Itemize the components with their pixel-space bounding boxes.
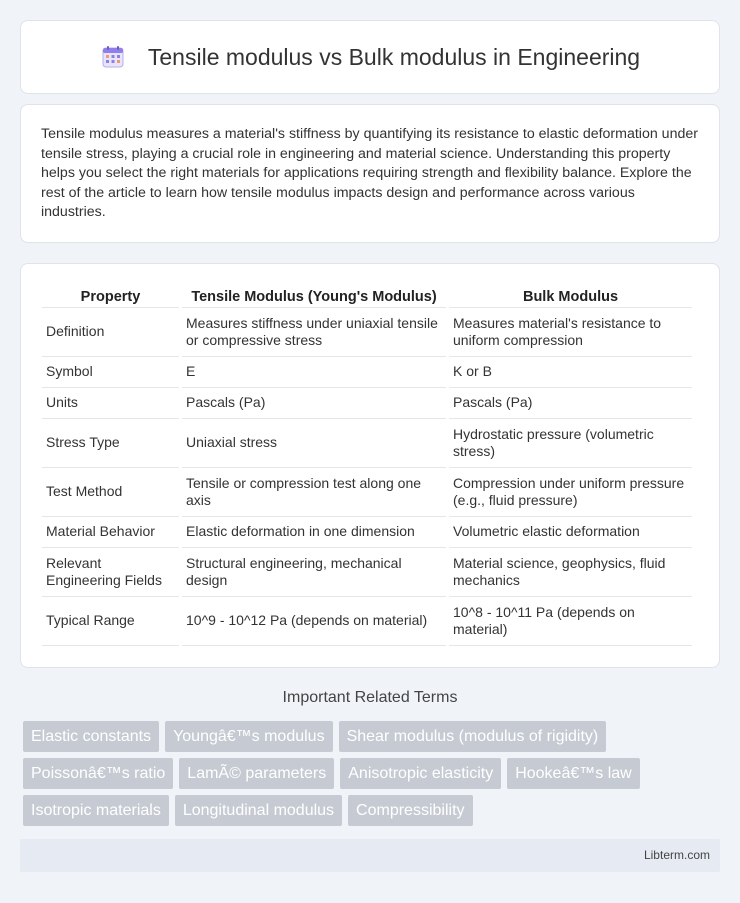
- tag-link[interactable]: Shear modulus (modulus of rigidity): [339, 721, 607, 752]
- header-property: Property: [42, 284, 179, 308]
- row-property: Test Method: [42, 468, 179, 517]
- row-tensile-value: Pascals (Pa): [182, 388, 446, 419]
- tag-link[interactable]: Longitudinal modulus: [175, 795, 342, 826]
- row-tensile-value: E: [182, 357, 446, 388]
- tag-link[interactable]: Elastic constants: [23, 721, 159, 752]
- table-row: [42, 308, 692, 357]
- row-tensile-value: Uniaxial stress: [182, 419, 446, 468]
- related-terms-list: [23, 721, 723, 832]
- tag-row: [23, 795, 723, 826]
- row-property: Material Behavior: [42, 517, 179, 548]
- tag-link[interactable]: Youngâ€™s modulus: [165, 721, 333, 752]
- footer-site-link[interactable]: Libterm.com: [643, 848, 710, 862]
- row-bulk-value: Hydrostatic pressure (volumetric stress): [449, 419, 692, 468]
- table-row: [42, 468, 692, 517]
- tag-link[interactable]: Anisotropic elasticity: [340, 758, 501, 789]
- tag-link[interactable]: Hookeâ€™s law: [507, 758, 640, 789]
- row-property: Relevant Engineering Fields: [42, 548, 179, 597]
- row-bulk-value: Compression under uniform pressure (e.g., fluid pressure): [449, 468, 692, 517]
- page-title: Tensile modulus vs Bulk modulus in Engineering: [147, 43, 641, 70]
- row-property: Typical Range: [42, 597, 179, 646]
- row-tensile-value: 10^9 - 10^12 Pa (depends on material): [182, 597, 446, 646]
- comparison-table-card: [20, 263, 720, 668]
- header-bulk-modulus: Bulk Modulus: [449, 284, 692, 308]
- table-header-row: [42, 284, 692, 308]
- table-row: [42, 548, 692, 597]
- row-property: Definition: [42, 308, 179, 357]
- row-bulk-value: K or B: [449, 357, 692, 388]
- title-card: [20, 20, 720, 94]
- table-row: [42, 388, 692, 419]
- row-tensile-value: Structural engineering, mechanical design: [182, 548, 446, 597]
- row-property: Stress Type: [42, 419, 179, 468]
- row-bulk-value: Volumetric elastic deformation: [449, 517, 692, 548]
- comparison-table: [39, 284, 695, 646]
- table-row: [42, 597, 692, 646]
- tag-row: [23, 758, 723, 789]
- tag-row: [23, 721, 723, 752]
- row-bulk-value: Material science, geophysics, fluid mechanics: [449, 548, 692, 597]
- tag-link[interactable]: Compressibility: [348, 795, 472, 826]
- row-tensile-value: Tensile or compression test along one axis: [182, 468, 446, 517]
- calendar-grid-icon: [100, 44, 126, 70]
- table-row: [42, 517, 692, 548]
- header-tensile-modulus: Tensile Modulus (Young's Modulus): [182, 284, 446, 308]
- tag-link[interactable]: LamÃ© parameters: [179, 758, 334, 789]
- table-row: [42, 419, 692, 468]
- row-property: Symbol: [42, 357, 179, 388]
- row-bulk-value: 10^8 - 10^11 Pa (depends on material): [449, 597, 692, 646]
- row-property: Units: [42, 388, 179, 419]
- intro-paragraph: Tensile modulus measures a material's stiffness by quantifying its resistance to elastic deformation under tensile stress, playing a crucial role in engineering and material science. Understanding this property helps you select the right materials for applications requiring strength and flexibility balance. Explore the rest of the article to learn how tensile modulus impacts design and performance across various industries.: [41, 126, 698, 221]
- related-terms-heading: Important Related Terms: [282, 689, 458, 706]
- intro-card: [20, 104, 720, 243]
- row-bulk-value: Measures material's resistance to uniform compression: [449, 308, 692, 357]
- tag-link[interactable]: Poissonâ€™s ratio: [23, 758, 173, 789]
- row-tensile-value: Elastic deformation in one dimension: [182, 517, 446, 548]
- footer: [20, 839, 720, 872]
- row-tensile-value: Measures stiffness under uniaxial tensile or compressive stress: [182, 308, 446, 357]
- row-bulk-value: Pascals (Pa): [449, 388, 692, 419]
- table-row: [42, 357, 692, 388]
- tag-link[interactable]: Isotropic materials: [23, 795, 169, 826]
